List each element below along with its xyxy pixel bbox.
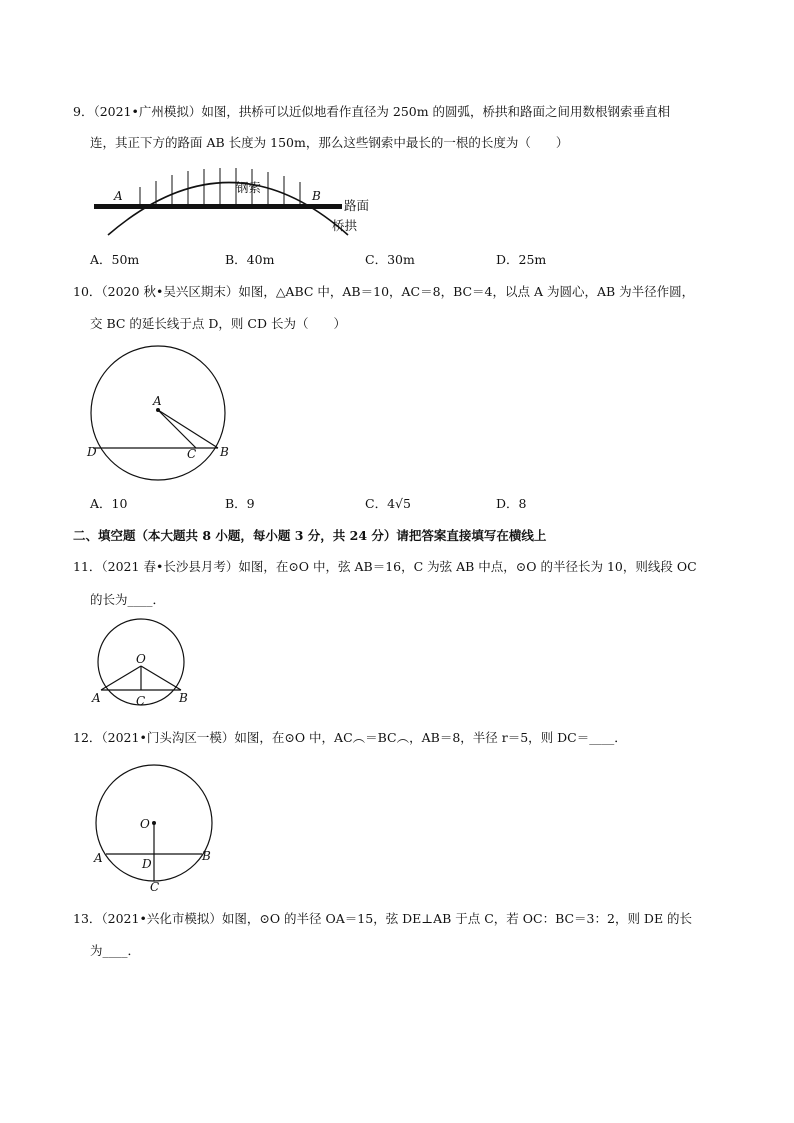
- segment-OB: [141, 666, 181, 690]
- label-cable: 钢索: [236, 180, 262, 195]
- segment-OA: [101, 666, 141, 690]
- label-arch: 桥拱: [332, 218, 358, 233]
- q10-option-d: D．8: [496, 496, 527, 511]
- label-A: A: [94, 851, 103, 865]
- q9-option-c: C．30m: [365, 252, 415, 267]
- q13-text-line2: 为____．: [90, 943, 141, 958]
- q11-text-line1: 11．（2021 春•长沙县月考）如图，在⊙O 中，弦 AB＝16，C 为弦 AB 中点，⊙O 的半径长为 10，则线段 OC: [73, 559, 697, 574]
- label-C: C: [150, 880, 160, 894]
- label-D: D: [87, 445, 97, 459]
- q10-text-line2: 交 BC 的延长线于点 D，则 CD 长为（ ）: [90, 316, 346, 331]
- label-road: 路面: [344, 198, 370, 213]
- label-B: B: [312, 189, 321, 203]
- label-B: B: [220, 445, 229, 459]
- point-A: [156, 408, 160, 412]
- q9-option-a: A．50m: [90, 252, 140, 267]
- q10-option-b: B．9: [225, 496, 255, 511]
- q10-option-c: C．4√5: [365, 496, 411, 511]
- section2-heading: 二、填空题（本大题共 8 小题，每小题 3 分，共 24 分）请把答案直接填写在横线上: [73, 528, 547, 543]
- q12-circle-figure: [88, 758, 218, 896]
- road-bar: [94, 204, 342, 209]
- q9-option-d: D．25m: [496, 252, 547, 267]
- q11-text-line2: 的长为____．: [90, 592, 166, 607]
- q10-circle-figure: [85, 338, 235, 488]
- label-B: B: [202, 849, 211, 863]
- q10-option-a: A．10: [90, 496, 128, 511]
- q12-text-line1: 12．（2021•门头沟区一模）如图，在⊙O 中，AC︵＝BC︵，AB＝8，半径 r＝5，则 DC＝____．: [73, 730, 627, 745]
- q13-text-line1: 13．（2021•兴化市模拟）如图，⊙O 的半径 OA＝15，弦 DE⊥AB 于点 C，若 OC：BC＝3：2，则 DE 的长: [73, 911, 693, 926]
- segment-AB: [158, 410, 218, 448]
- label-A: A: [92, 691, 101, 705]
- q9-text-line1: 9．（2021•广州模拟）如图，拱桥可以近似地看作直径为 250m 的圆弧，桥拱和路面之间用数根钢索垂直相: [73, 104, 671, 119]
- segment-AC: [158, 410, 196, 448]
- label-C: C: [187, 447, 197, 461]
- label-D: D: [142, 857, 152, 871]
- q11-circle-figure: [88, 612, 198, 712]
- label-O: O: [140, 817, 150, 831]
- circle-A: [91, 346, 225, 480]
- label-B: B: [179, 691, 188, 705]
- label-O: O: [136, 652, 146, 666]
- q10-text-line1: 10．（2020 秋•吴兴区期末）如图，△ABC 中，AB＝10，AC＝8，BC＝4，以点 A 为圆心，AB 为半径作圆，: [73, 284, 695, 299]
- label-C: C: [136, 694, 146, 708]
- label-A: A: [114, 189, 123, 203]
- label-A: A: [153, 394, 162, 408]
- q9-bridge-figure: [90, 160, 390, 240]
- q9-text-line2: 连，其正下方的路面 AB 长度为 150m，那么这些钢索中最长的一根的长度为（ ）: [90, 135, 569, 150]
- q9-option-b: B．40m: [225, 252, 275, 267]
- point-O: [152, 821, 156, 825]
